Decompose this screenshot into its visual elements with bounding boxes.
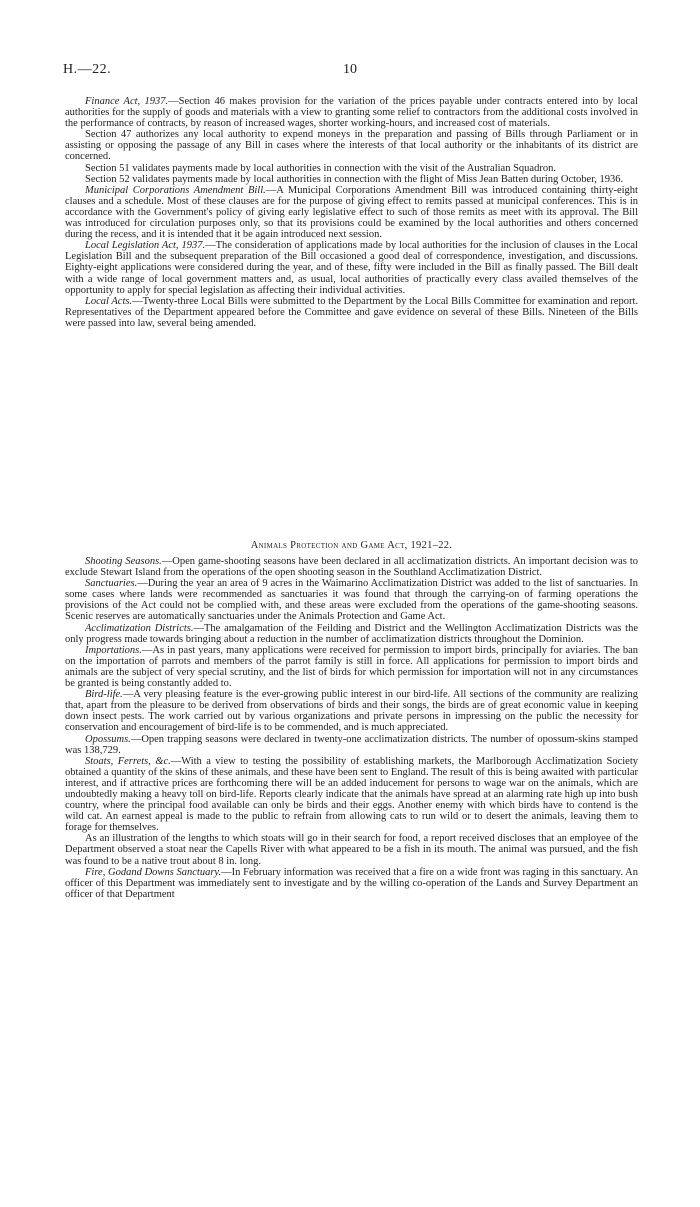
paragraph: Acclimatization Districts.—The amalgamation of the Feilding and District and the Wellington Acclimatization Districts was the only progress made towards bringing about a reduction in the number of acclimatization districts throughout the Dominion. xyxy=(65,622,638,645)
page-header xyxy=(63,62,640,82)
section-heading: Animals Protection and Game Act, 1921–22. xyxy=(250,540,453,551)
paragraph: Sanctuaries.—During the year an area of 9 acres in the Waimarino Acclimatization District was added to the list of sanctuaries. In some cases where lands were recommended as sanctuaries it was found that through the carrying-on of farming operations the provisions of the Act could not be complied with, and these areas were excluded from the operations of the game-shooting seasons. Scenic reserves are automatically sanctuaries under the Animals Protection and Game Act. xyxy=(65,578,638,623)
paragraph: Stoats, Ferrets, &c.—With a view to testing the possibility of establishing markets, the Marlborough Acclimatization Society obtained a quantity of the skins of these animals, and these have been sent to England. The result of this is being awaited with particular interest, and if attractive prices are forthcoming there will be an added inducement for persons to wage war on the animals, which are undoubtedly making a heavy toll on bird-life. Reports clearly indicate that the animals have spread at an alarming rate high up into bush country, where the principal food available can only be birds and their eggs. Another enemy with which birds have to contend is the wild cat. An earnest appeal is made to the public to refrain from allowing cats to run wild or to desert the animals, leaving them to forage for themselves. xyxy=(65,755,638,834)
page-number: 10 xyxy=(343,62,357,77)
paragraph: Municipal Corporations Amendment Bill.—A Municipal Corporations Amendment Bill was introduced containing thirty-eight clauses and a schedule. Most of these clauses are for the purpose of giving effect to remits passed at municipal conferences. This is in accordance with the Government's policy of giving early legislative effect to such of those remits as meet with its approval. The Bill was introduced for circulation purposes only, so that its provisions could be examined by the local authorities and others concerned during the recess, and it is intended that it be again introduced next session. xyxy=(65,184,638,241)
paragraph: Fire, Godand Downs Sanctuary.—In February information was received that a fire on a wide front was raging in this sanctuary. An officer of this Department was immediately sent to investigate and by the willing co-operation of the Lands and Survey Department an officer of that Department xyxy=(65,866,638,900)
paragraph: Section 51 validates payments made by local authorities in connection with the visit of the Australian Squadron. xyxy=(85,162,556,174)
animals-protection-section xyxy=(65,540,638,900)
paragraph: Importations.—As in past years, many applications were received for permission to import birds, principally for aviaries. The ban on the importation of parrots and members of the parrot family is still in force. All applications for permission to import birds and animals are the subject of very special scrutiny, and the list of birds for which permission for importation will not in any circumstances be granted is being constantly added to. xyxy=(65,644,638,690)
paragraph: Local Legislation Act, 1937.—The consideration of applications made by local authorities for the inclusion of clauses in the Local Legislation Bill and the subsequent preparation of the Bill occasioned a good deal of correspondence, investigation, and discussions. Eighty-eight applications were considered during the year, and of these, fifty were included in the Bill as finally passed. The Bill dealt with a wide range of local government matters and, as usual, local authorities of practically every class availed themselves of the opportunity to apply for special legislation as affecting their individual activities. xyxy=(65,240,638,296)
paragraph: Opossums.—Open trapping seasons were declared in twenty-one acclimatization districts. The number of opossum-skins stamped was 138,729. xyxy=(65,733,638,756)
paragraph: As an illustration of the lengths to which stoats will go in their search for food, a report received discloses that an employee of the Department observed a stoat near the Capells River with what appeared to be a fish in its mouth. The animal was pursued, and the fish was found to be a native trout about 8 in. long. xyxy=(65,833,638,867)
document-reference: H.—22. xyxy=(63,62,112,77)
paragraph: Section 47 authorizes any local authority to expend moneys in the preparation and passing of Bills through Parliament or in assisting or opposing the passage of any Bill in cases where the interests of that local authority or the inhabitants of its district are concerned. xyxy=(65,129,638,163)
paragraph: Section 52 validates payments made by local authorities in connection with the flight of Miss Jean Batten during October, 1936. xyxy=(85,173,624,185)
paragraph: Bird-life.—A very pleasing feature is the ever-growing public interest in our bird-life. All sections of the community are realizing that, apart from the pleasure to be derived from observations of birds and their songs, the birds are of great economic value in keeping down insect pests. The work carried out by various organizations and private persons in impressing on the public the necessity for conservation and encouragement of bird-life is to be commended, and is much appreciated. xyxy=(65,689,638,734)
local-government-section xyxy=(65,96,638,329)
paragraph: Finance Act, 1937.—Section 46 makes provision for the variation of the prices payable under contracts entered into by local authorities for the supply of goods and materials with a view to granting some relief to contractors from the additional costs involved in the performance of contracts, by reason of increased wages, shorter working-hours, and increased cost of materials. xyxy=(65,96,638,130)
paragraph: Shooting Seasons.—Open game-shooting seasons have been declared in all acclimatization districts. An important decision was to exclude Stewart Island from the operations of the open shooting season in the Southland Acclimatization District. xyxy=(65,556,638,579)
paragraph: Local Acts.—Twenty-three Local Bills were submitted to the Department by the Local Bills Committee for examination and report. Representatives of the Department appeared before the Committee and gave evidence on several of these Bills. Nineteen of the Bills were passed into law, several being amended. xyxy=(65,295,638,329)
